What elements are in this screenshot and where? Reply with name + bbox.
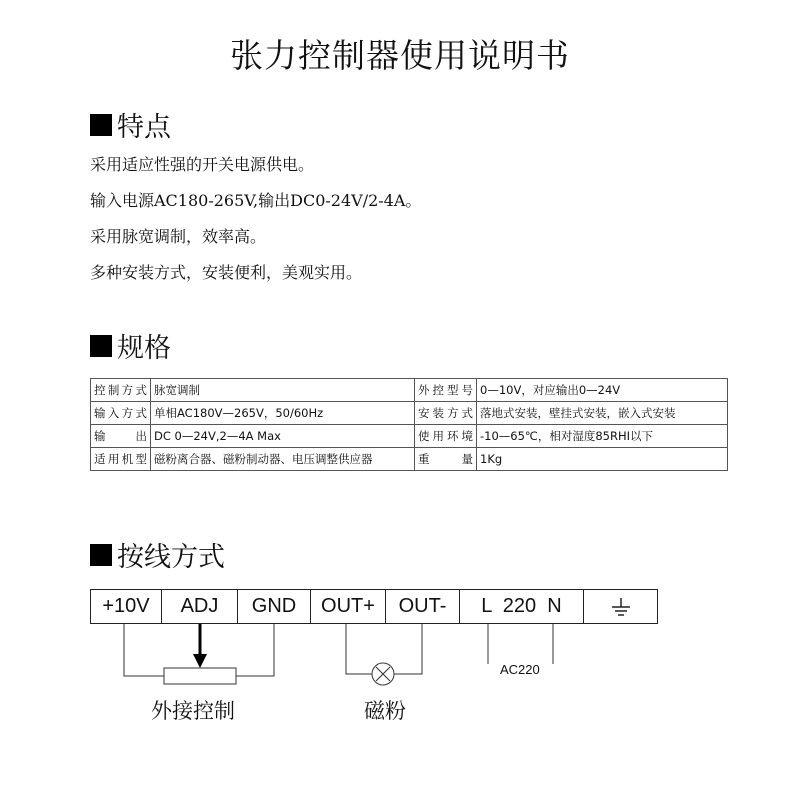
terminal-ac220: L 220 N — [459, 589, 584, 624]
ac220-label: AC220 — [500, 662, 540, 677]
feature-line: 采用脉宽调制，效率高。 — [90, 227, 267, 246]
spec-label: 安装方式 — [415, 402, 477, 425]
wire — [394, 624, 422, 674]
spec-value: 1Kg — [477, 448, 728, 471]
load-lamp-icon — [372, 663, 394, 685]
magnetic-powder-caption: 磁粉 — [364, 699, 406, 723]
spec-value: DC 0—24V,2—4A Max — [151, 425, 415, 448]
potentiometer — [164, 668, 236, 684]
spec-value: 0—10V，对应输出0—24V — [477, 379, 728, 402]
spec-label: 使用环境 — [415, 425, 477, 448]
wire — [124, 624, 164, 676]
terminal-out-minus: OUT- — [385, 589, 460, 624]
spec-label: 外控型号 — [415, 379, 477, 402]
spec-label: 输 出 — [91, 425, 151, 448]
terminal-10v: +10V — [90, 589, 162, 624]
feature-line: 采用适应性强的开关电源供电。 — [90, 155, 315, 174]
spec-label: 控制方式 — [91, 379, 151, 402]
spec-value: 单相AC180V—265V，50/60Hz — [151, 402, 415, 425]
spec-label: 适用机型 — [91, 448, 151, 471]
ground-icon — [610, 596, 632, 618]
specs-heading-text: 规格 — [117, 333, 171, 364]
terminal-gnd: GND — [237, 589, 311, 624]
spec-label: 重 量 — [415, 448, 477, 471]
spec-value: 磁粉离合器、磁粉制动器、电压调整供应器 — [151, 448, 415, 471]
terminal-adj: ADJ — [161, 589, 238, 624]
feature-line: 输入电源AC180-265V,输出DC0-24V/2-4A。 — [90, 191, 422, 210]
wiring-heading-text: 按线方式 — [117, 542, 225, 573]
terminal-out-plus: OUT+ — [310, 589, 386, 624]
spec-value: 脉宽调制 — [151, 379, 415, 402]
external-control-caption: 外接控制 — [151, 699, 235, 723]
features-heading-text: 特点 — [117, 112, 171, 143]
wire — [236, 624, 274, 676]
spec-label: 输入方式 — [91, 402, 151, 425]
terminal-ground — [583, 589, 658, 624]
spec-value: -10—65℃，相对湿度85RHI以下 — [477, 425, 728, 448]
wire — [346, 624, 372, 674]
spec-value: 落地式安装，壁挂式安装，嵌入式安装 — [477, 402, 728, 425]
feature-line: 多种安装方式，安装便利，美观实用。 — [90, 263, 363, 282]
wiper-arrow-icon — [193, 654, 207, 668]
page-title: 张力控制器使用说明书 — [230, 36, 570, 75]
